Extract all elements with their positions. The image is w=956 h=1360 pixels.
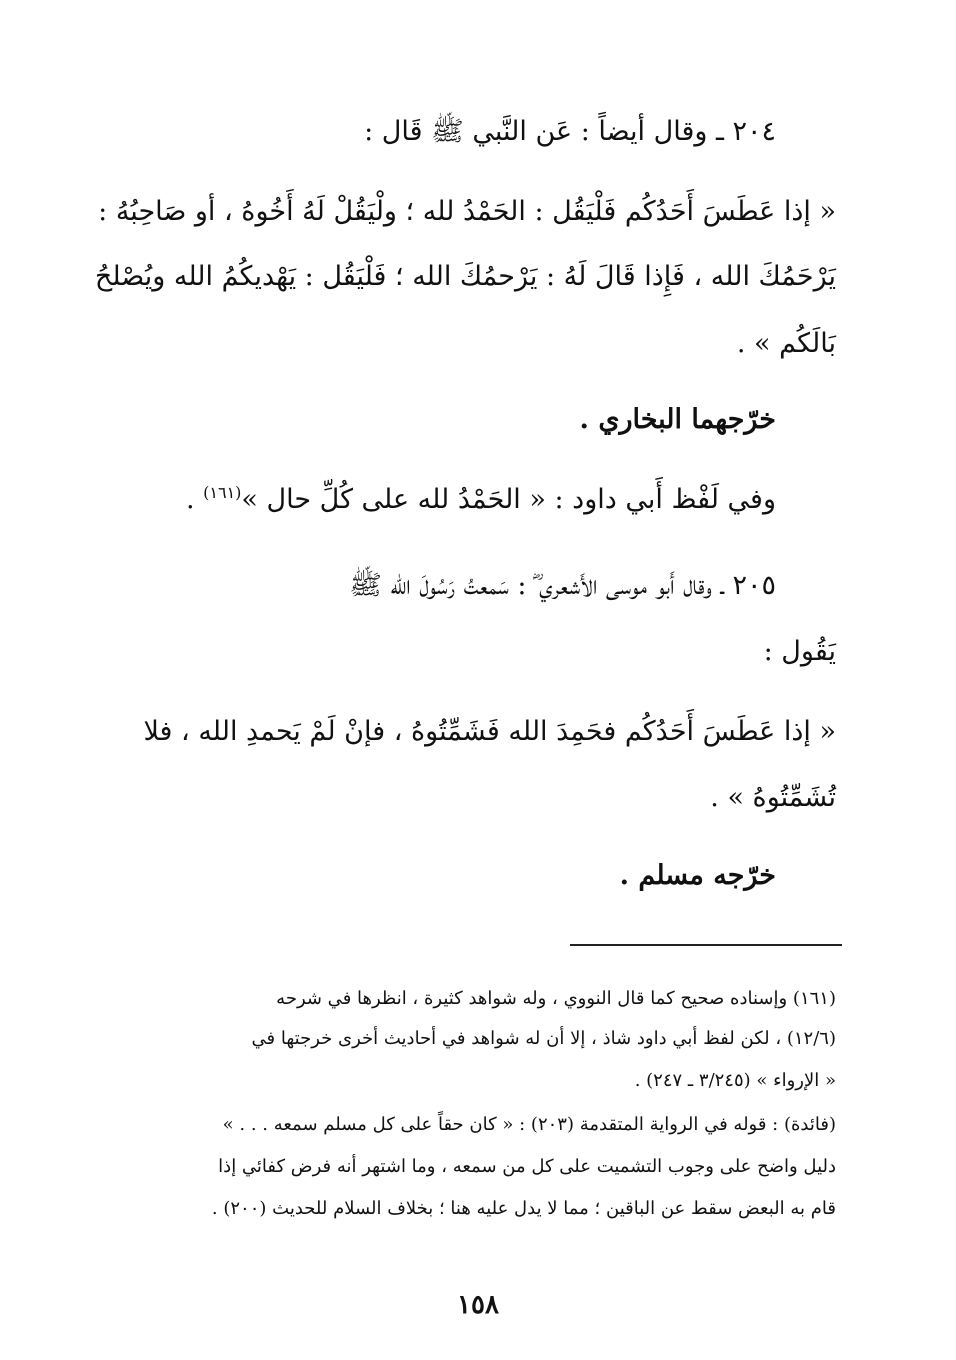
- hadith-204-source: خرّجهما البخاري .: [579, 404, 776, 435]
- footnote-line-5: دليل واضح على وجوب التشميت على كل من سمعه ، وما اشتهر أنه فرض كفائي إذا: [218, 1156, 836, 1177]
- hadith-205-text-line-1: « إذا عَطَسَ أَحَدُكُم فحَمِدَ الله فَشَمِّتُوهُ ، فإنْ لَمْ يَحمدِ الله ، فلا: [143, 716, 836, 747]
- hadith-204-variant: [186, 480, 776, 520]
- hadith-204-text-line-3: بَالَكُم » .: [736, 328, 836, 359]
- footnote-line-3: « الإرواء » (٣/٢٤٥ ـ ٢٤٧) .: [634, 1070, 836, 1091]
- hadith-205-text-line-2: تُشَمِّتُوهُ » .: [710, 782, 836, 813]
- hadith-205-intro-line-2: يَقُول :: [763, 636, 836, 667]
- footnote-line-4: (فائدة) : قوله في الرواية المتقدمة (٢٠٣) : « كان حقاً على كل مسلم سمعه . . . »: [222, 1114, 836, 1135]
- variant-text: وفي لَفْظ أَبي داود : « الحَمْدُ لله على كُلِّ حال »: [241, 484, 776, 515]
- footnote-line-2: (١٢/٦) ، لكن لفظ أبي داود شاذ ، إلا أن له شواهد في أحاديث أخرى خرجتها في: [251, 1028, 836, 1049]
- variant-end: .: [185, 484, 204, 515]
- hadith-204-text-line-2: يَرْحَمُكَ الله ، فَإِذا قَالَ لَهُ : يَرْحمُكَ الله ؛ فَلْيَقُل : يَهْديكُمُ الله ويُصْلحُ: [94, 261, 836, 292]
- footnote-separator: [570, 944, 842, 946]
- footnote-ref-161: (١٦١): [203, 483, 242, 502]
- footnote-line-1: (١٦١) وإسناده صحيح كما قال النووي ، وله شواهد كثيرة ، انظرها في شرحه: [276, 988, 836, 1009]
- hadith-204-text-line-1: « إذا عَطَسَ أَحَدُكُم فَلْيَقُل : الحَمْدُ لله ؛ ولْيَقُلْ لَهُ أَخُوهُ ، أو صَاحِبُهُ :: [98, 196, 836, 227]
- hadith-204-intro: ٢٠٤ ـ وقال أيضاً : عَن النَّبي ﷺ قَال :: [364, 116, 776, 147]
- hadith-205-source: خرّجه مسلم .: [619, 860, 776, 891]
- hadith-205-intro-line-1: ٢٠٥ ـ وقال أَبو موسى الأَشعري ؓ : سَمعتُ رَسُولَ الله ﷺ: [349, 570, 776, 601]
- page-number: ١٥٨: [457, 1290, 499, 1320]
- footnote-line-6: قام به البعض سقط عن الباقين ؛ مما لا يدل عليه هنا ؛ بخلاف السلام للحديث (٢٠٠) .: [211, 1198, 836, 1219]
